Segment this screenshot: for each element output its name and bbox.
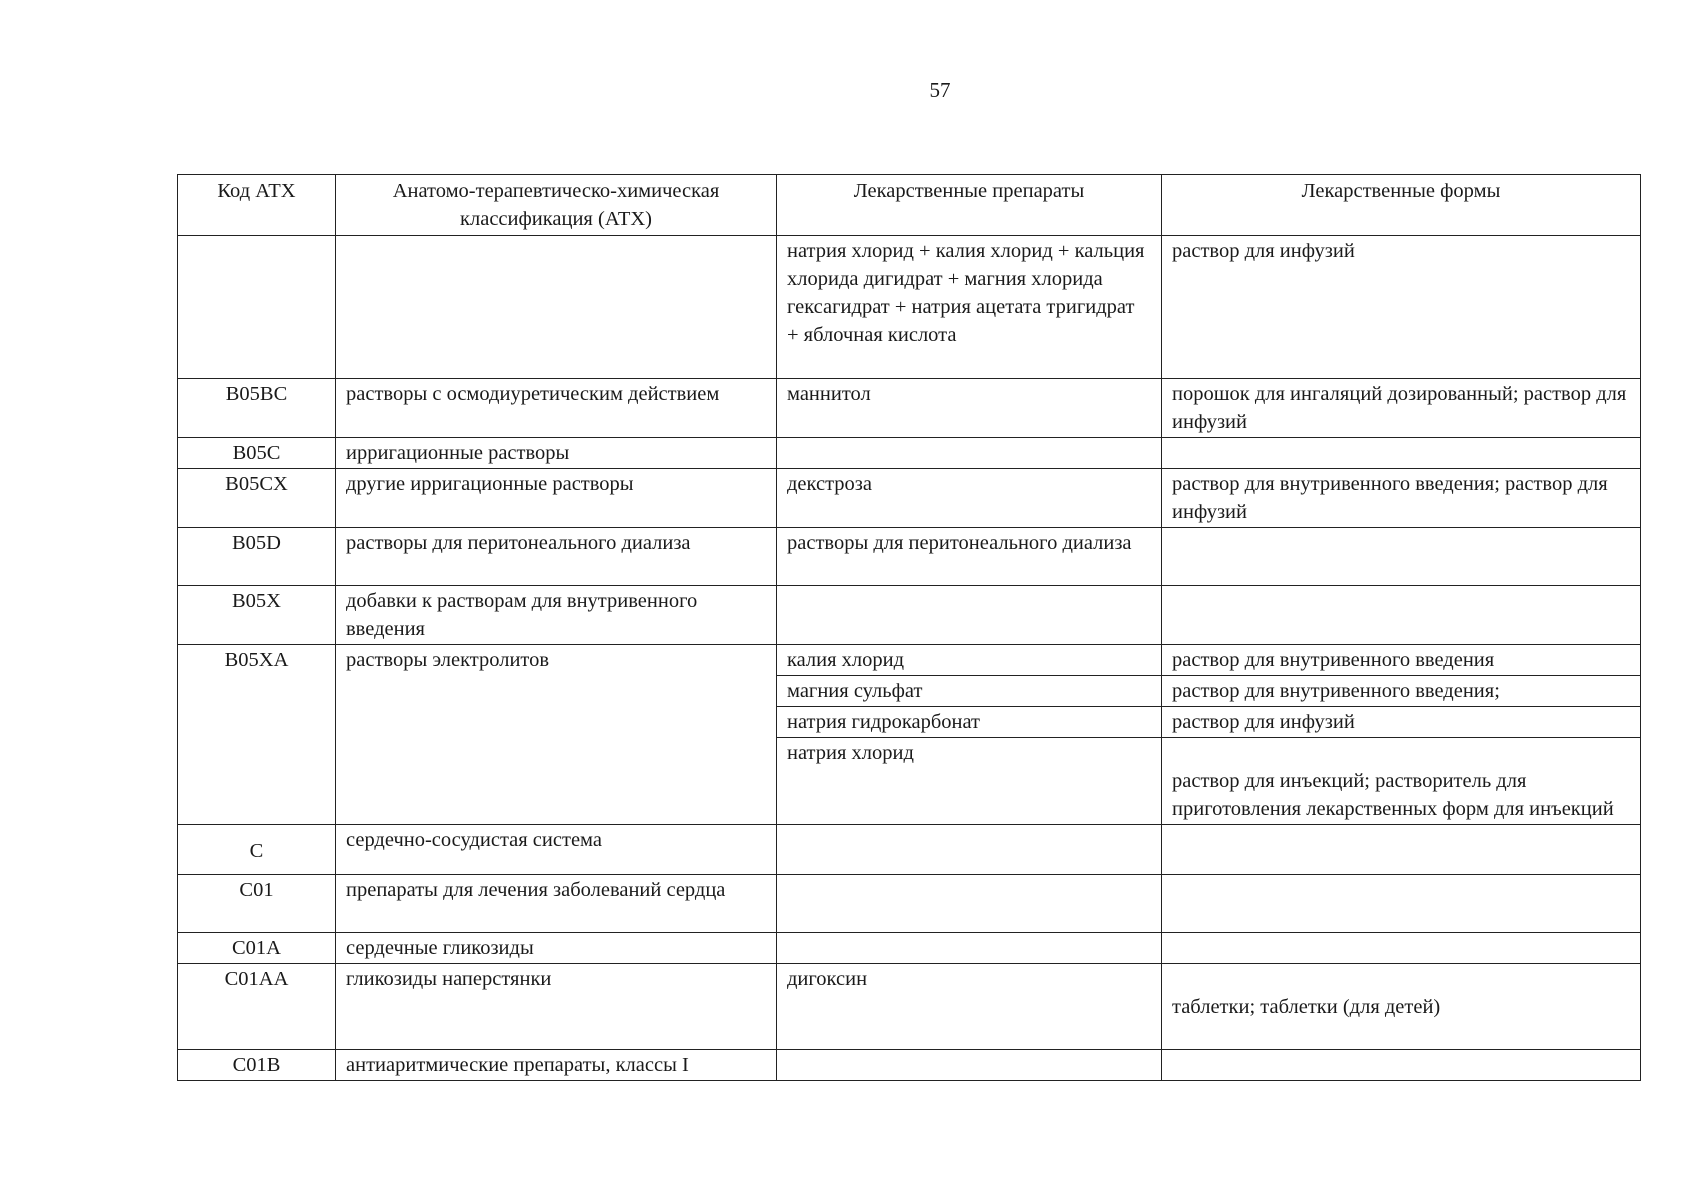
row-code: B05BC [178,379,336,438]
row-classification: добавки к растворам для внутривенного введения [336,586,777,645]
row-classification: растворы с осмодиуретическим действием [336,379,777,438]
row-code: B05XA [178,645,336,825]
table-row [178,933,1641,964]
table-row [178,528,1641,586]
table-row [178,469,1641,528]
table-row [178,1050,1641,1081]
row-classification: другие ирригационные растворы [336,469,777,528]
row-drugs [777,438,1162,469]
row-classification: сердечные гликозиды [336,933,777,964]
table-row [178,438,1641,469]
row-classification: ирригационные растворы [336,438,777,469]
row-forms: раствор для внутривенного введения; раствор для инфузий [1162,469,1641,528]
table-header-row [178,175,1641,236]
row-forms: раствор для инфузий [1162,236,1641,379]
form-item: раствор для инъекций; растворитель для приготовления лекарственных форм для инъекций [1172,770,1614,820]
row-forms [1162,964,1641,1050]
row-forms [1162,438,1641,469]
drug-item: магния сульфат [777,676,1161,707]
row-forms [1162,825,1641,875]
row-drugs [777,1050,1162,1081]
row-forms: порошок для ингаляций дозированный; раствор для инфузий [1162,379,1641,438]
row-drugs: растворы для перитонеального диализа [777,528,1162,586]
table-row [178,645,1641,825]
table-row [178,586,1641,645]
spacer [1172,739,1630,767]
row-classification: растворы для перитонеального диализа [336,528,777,586]
row-code [178,825,336,875]
table-row [178,875,1641,933]
drug-item: калия хлорид [777,645,1161,676]
header-drugs: Лекарственные препараты [777,175,1162,236]
atc-table [177,174,1641,1081]
row-forms [1162,528,1641,586]
row-drugs [777,933,1162,964]
form-item-block [1162,738,1640,824]
row-classification: препараты для лечения заболеваний сердца [336,875,777,933]
row-drugs: дигоксин [777,964,1162,1050]
row-drugs [777,875,1162,933]
page-number: 57 [929,78,951,102]
form-item: раствор для внутривенного введения [1162,645,1640,676]
row-forms [1162,875,1641,933]
row-code: C01A [178,933,336,964]
row-drugs [777,586,1162,645]
row-drugs [777,645,1162,825]
row-forms [1162,645,1641,825]
table-row [178,964,1641,1050]
row-code: C01 [178,875,336,933]
row-classification: растворы электролитов [336,645,777,825]
header-atc-classification: Анатомо-терапевтическо-химическая классификация (АТХ) [336,175,777,236]
table-row [178,379,1641,438]
row-code: B05D [178,528,336,586]
row-code: B05X [178,586,336,645]
drug-item: натрия хлорид [787,742,914,764]
table-row [178,825,1641,875]
row-forms [1162,933,1641,964]
row-classification: гликозиды наперстянки [336,964,777,1050]
row-code: B05C [178,438,336,469]
row-classification [336,236,777,379]
section-code: C [249,840,264,862]
drug-item: натрия гидрокарбонат [777,707,1161,738]
row-forms [1162,586,1641,645]
row-code: C01AA [178,964,336,1050]
row-classification: сердечно-сосудистая система [336,825,777,875]
row-drugs [777,825,1162,875]
row-classification: антиаритмические препараты, классы I [336,1050,777,1081]
row-drugs: декстроза [777,469,1162,528]
row-drugs: натрия хлорид + калия хлорид + кальция хлорида дигидрат + магния хлорида гексагидрат + натрия ацетата тригидрат + яблочная кислота [777,236,1162,379]
row-code: C01B [178,1050,336,1081]
row-code [178,236,336,379]
header-dosage-forms: Лекарственные формы [1162,175,1641,236]
form-item: раствор для инфузий [1162,707,1640,738]
row-code: B05CX [178,469,336,528]
row-drugs: маннитол [777,379,1162,438]
header-atc-code: Код АТХ [178,175,336,236]
spacer [1172,965,1630,993]
table-row [178,236,1641,379]
form-item: таблетки; таблетки (для детей) [1172,996,1441,1018]
form-item: раствор для внутривенного введения; [1162,676,1640,707]
row-forms [1162,1050,1641,1081]
